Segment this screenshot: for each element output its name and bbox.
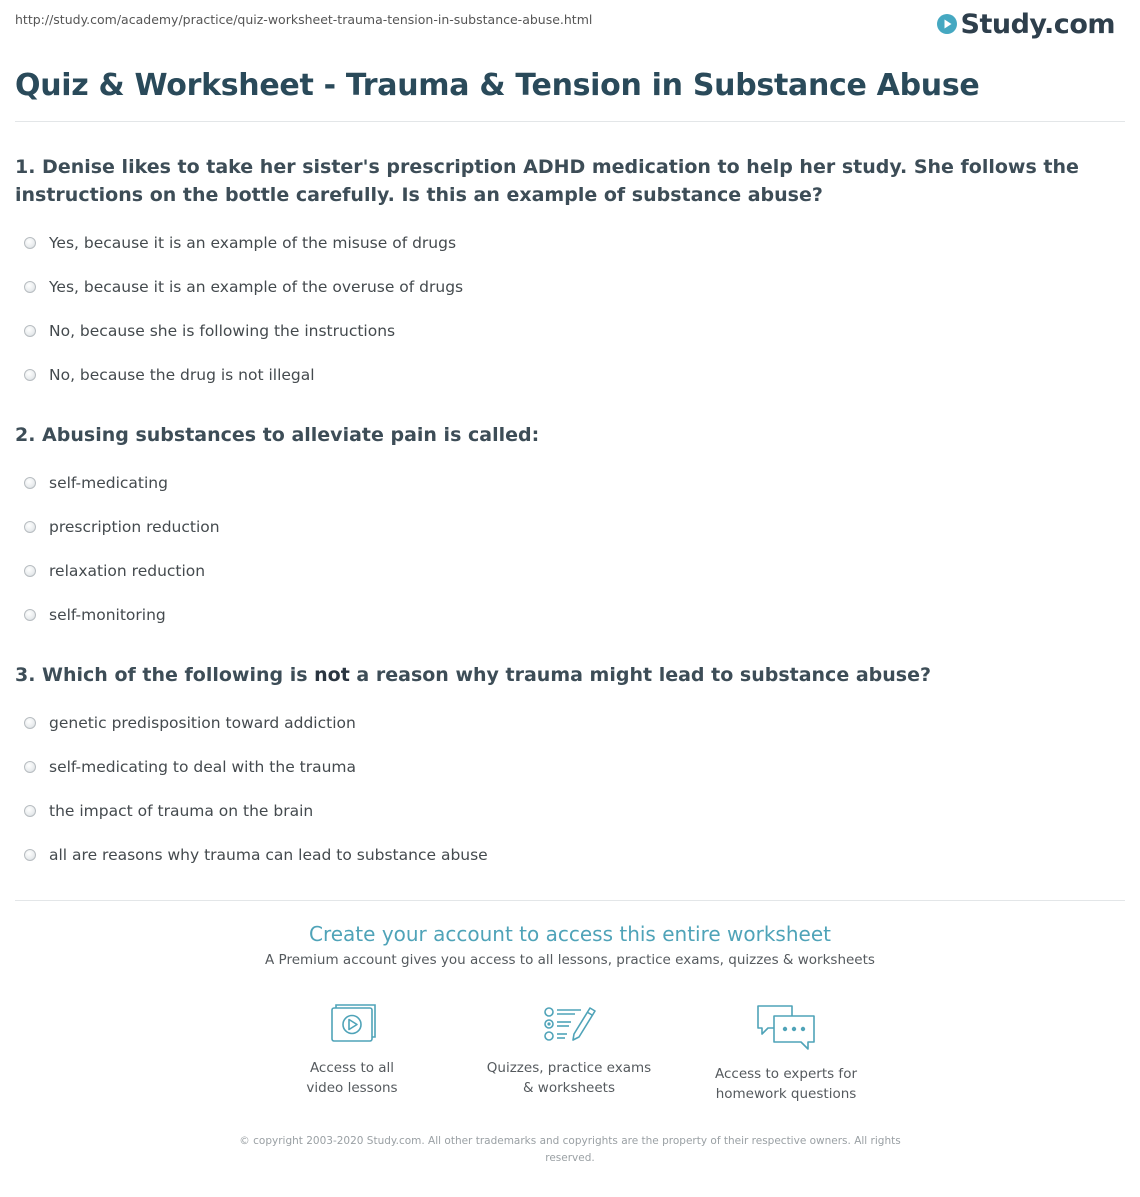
answer-option[interactable]: [15, 461, 1110, 505]
answer-option[interactable]: [15, 309, 1110, 353]
question-2: [15, 421, 1110, 637]
copyright-notice: © copyright 2003-2020 Study.com. All other trademarks and copyrights are the property of their respective owners. All rights reserved.: [239, 1135, 901, 1164]
radio-button[interactable]: [24, 717, 36, 729]
title-divider: [15, 121, 1125, 122]
question-text: 2. Abusing substances to alleviate pain is called:: [15, 424, 540, 446]
answer-label: all are reasons why trauma can lead to substance abuse: [49, 846, 488, 864]
answer-option[interactable]: [15, 789, 1110, 833]
video-lessons-icon: [326, 1002, 378, 1046]
radio-button[interactable]: [24, 609, 36, 621]
signup-cta: [15, 922, 1125, 968]
top-bar: [15, 10, 1125, 44]
radio-button[interactable]: [24, 849, 36, 861]
radio-button[interactable]: [24, 281, 36, 293]
radio-button[interactable]: [24, 761, 36, 773]
radio-button[interactable]: [24, 369, 36, 381]
answer-label: self-medicating: [49, 474, 168, 492]
radio-button[interactable]: [24, 805, 36, 817]
answer-label: relaxation reduction: [49, 562, 206, 580]
logo-text: Study.com: [960, 8, 1115, 40]
page-title: Quiz & Worksheet - Trauma & Tension in Substance Abuse: [15, 68, 980, 103]
answer-label: No, because she is following the instructions: [49, 322, 396, 340]
feature-label: Quizzes, practice exams & worksheets: [486, 1060, 652, 1096]
feature-label: Access to all video lessons: [306, 1060, 398, 1096]
question-3: [15, 661, 1110, 877]
feature-quizzes: [474, 1002, 664, 1098]
page-url: http://study.com/academy/practice/quiz-worksheet-trauma-tension-in-substance-abuse.html: [15, 12, 593, 27]
feature-label: Access to experts for homework questions: [714, 1066, 857, 1102]
answer-option[interactable]: [15, 745, 1110, 789]
answer-option[interactable]: [15, 833, 1110, 877]
question-text: 3. Which of the following is not a reason why trauma might lead to substance abuse?: [15, 664, 931, 686]
answer-option[interactable]: [15, 353, 1110, 397]
answer-option[interactable]: [15, 593, 1110, 637]
answer-option[interactable]: [15, 505, 1110, 549]
answer-label: self-medicating to deal with the trauma: [49, 758, 357, 776]
play-logo-icon: [936, 13, 958, 35]
radio-button[interactable]: [24, 565, 36, 577]
cta-title-link[interactable]: Create your account to access this entire worksheet: [309, 922, 831, 946]
answer-label: genetic predisposition toward addiction: [49, 714, 356, 732]
feature-video-lessons: [257, 1002, 447, 1098]
answer-label: the impact of trauma on the brain: [49, 802, 314, 820]
radio-button[interactable]: [24, 237, 36, 249]
answer-label: No, because the drug is not illegal: [49, 366, 315, 384]
answer-option[interactable]: [15, 701, 1110, 745]
cta-subtitle: A Premium account gives you access to all lessons, practice exams, quizzes & worksheets: [265, 952, 875, 968]
answer-label: prescription reduction: [49, 518, 220, 536]
answer-option[interactable]: [15, 265, 1110, 309]
chat-bubbles-icon: [754, 1002, 818, 1052]
study-logo[interactable]: [936, 8, 1115, 40]
answer-label: self-monitoring: [49, 606, 166, 624]
question-text: 1. Denise likes to take her sister's prescription ADHD medication to help her study. She follows the instructions on the bottle carefully. Is this an example of substance abuse?: [15, 156, 1079, 206]
answer-label: Yes, because it is an example of the misuse of drugs: [49, 234, 457, 252]
answer-option[interactable]: [15, 549, 1110, 593]
question-1: [15, 153, 1110, 397]
quiz-checklist-icon: [541, 1002, 597, 1046]
answer-label: Yes, because it is an example of the overuse of drugs: [49, 278, 464, 296]
cta-divider: [15, 900, 1125, 901]
radio-button[interactable]: [24, 521, 36, 533]
answer-option[interactable]: [15, 221, 1110, 265]
radio-button[interactable]: [24, 325, 36, 337]
feature-experts: [691, 1002, 881, 1104]
radio-button[interactable]: [24, 477, 36, 489]
